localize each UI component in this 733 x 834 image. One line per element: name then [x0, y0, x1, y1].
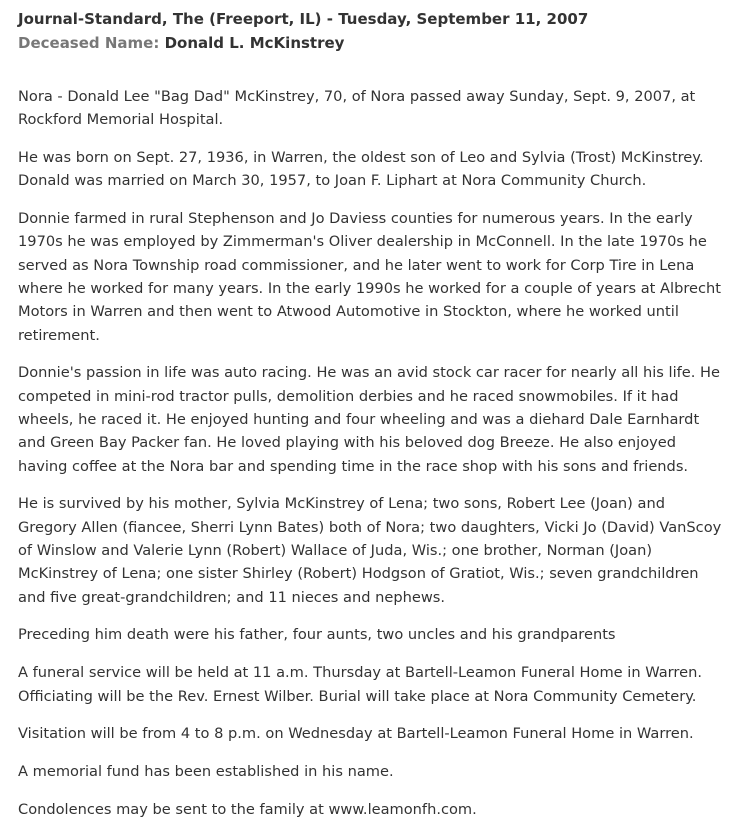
paragraph-passion: Donnie's passion in life was auto racing. He was an avid stock car racer for nearly all his life. He competed in mini-rod tractor pulls, demolition derbies and he raced snowmobiles. If it had wheels, he raced it. He enjoyed hunting and four wheeling and was a diehard Dale Earnhardt and Green Bay Packer fan. He loved playing with his beloved dog Breeze. He also enjoyed having coffee at the Nora bar and spending time in the race shop with his sons and friends. [18, 364, 720, 475]
paragraph-preceded: Preceding him death were his father, four aunts, two uncles and his grandparents [18, 626, 616, 644]
obituary-body [18, 85, 725, 821]
paragraph-birth: He was born on Sept. 27, 1936, in Warren, the oldest son of Leo and Sylvia (Trost) McKinstrey. Donald was married on March 30, 1957, to Joan F. Liphart at Nora Community Church. [18, 149, 704, 190]
paragraph-career: Donnie farmed in rural Stephenson and Jo Daviess counties for numerous years. In the early 1970s he was employed by Zimmerman's Oliver dealership in McConnell. In the late 1970s he served as Nora Township road commissioner, and he later went to work for Corp Tire in Lena where he worked for many years. In the early 1990s he worked for a couple of years at Albrecht Motors in Warren and then went to Atwood Automotive in Stockton, where he worked until retirement. [18, 210, 721, 344]
deceased-name: Donald L. McKinstrey [164, 34, 345, 52]
deceased-name-label: Deceased Name: [18, 34, 160, 52]
paragraph-visitation: Visitation will be from 4 to 8 p.m. on Wednesday at Bartell-Leamon Funeral Home in Warren. [18, 725, 694, 743]
publication-source: Journal-Standard, The (Freeport, IL) - Tuesday, September 11, 2007 [18, 10, 589, 28]
paragraph-funeral: A funeral service will be held at 11 a.m. Thursday at Bartell-Leamon Funeral Home in Warren. Officiating will be the Rev. Ernest Wilber. Burial will take place at Nora Community Cemetery. [18, 664, 702, 705]
deceased-name-line [18, 31, 725, 55]
paragraph-survivors: He is survived by his mother, Sylvia McKinstrey of Lena; two sons, Robert Lee (Joan) and Gregory Allen (fiancee, Sherri Lynn Bates) both of Nora; two daughters, Vicki Jo (David) VanScoy of Winslow and Valerie Lynn (Robert) Wallace of Juda, Wis.; one brother, Norman (Joan) McKinstrey of Lena; one sister Shirley (Robert) Hodgson of Gratiot, Wis.; seven grandchildren and five great-grandchildren; and 11 nieces and nephews. [18, 495, 722, 606]
paragraph-intro: Nora - Donald Lee "Bag Dad" McKinstrey, 70, of Nora passed away Sunday, Sept. 9, 2007, at Rockford Memorial Hospital. [18, 88, 696, 129]
paragraph-condolences: Condolences may be sent to the family at www.leamonfh.com. [18, 800, 477, 818]
paragraph-memorial: A memorial fund has been established in his name. [18, 763, 394, 781]
